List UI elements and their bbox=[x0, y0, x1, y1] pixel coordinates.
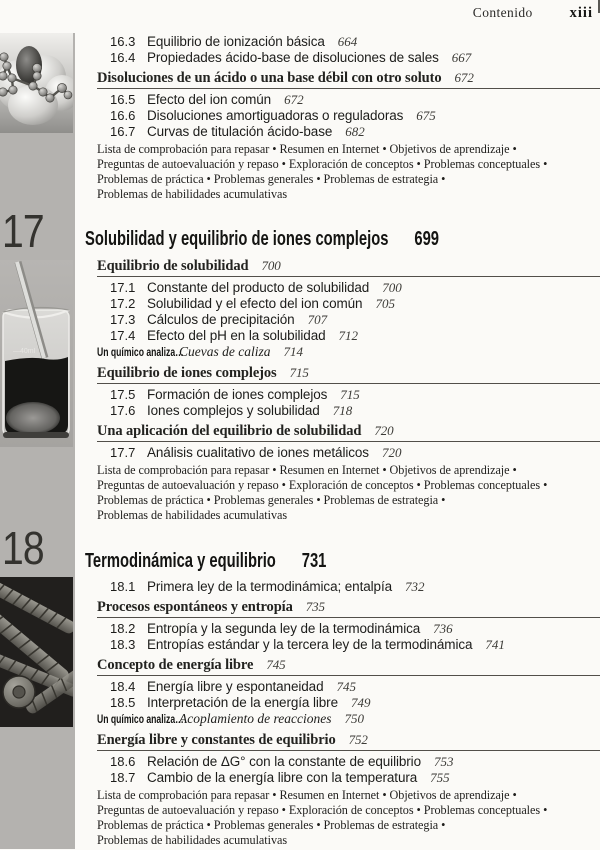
toc-item bbox=[99, 329, 600, 343]
section-heading bbox=[97, 732, 600, 751]
toc-item bbox=[99, 388, 600, 402]
toc-item bbox=[99, 297, 600, 311]
endmatter-line: Problemas de habilidades acumulativas bbox=[97, 833, 288, 847]
toc-item bbox=[99, 51, 600, 65]
toc-item-title: Efecto del ion común bbox=[147, 92, 272, 107]
toc-item-title: Entropía y la segunda ley de la termodinámica bbox=[147, 621, 421, 636]
section-heading bbox=[97, 423, 600, 442]
toc-item-page: 664 bbox=[337, 34, 358, 49]
toc-item bbox=[99, 680, 600, 694]
toc-item-number: 16.7 bbox=[110, 124, 136, 139]
toc-item-page: 705 bbox=[375, 296, 395, 311]
toc-item bbox=[99, 35, 600, 49]
toc-item-number: 17.5 bbox=[110, 387, 136, 402]
section-title: Una aplicación del equilibrio de solubilidad bbox=[97, 423, 362, 439]
toc-item bbox=[99, 696, 600, 710]
feature-title: Cuevas de caliza bbox=[179, 344, 271, 359]
toc-item-title: Efecto del pH en la solubilidad bbox=[147, 328, 326, 343]
endmatter-line: Lista de comprobación para repasar • Resumen en Internet • Objetivos de aprendizaje • bbox=[97, 463, 517, 477]
section-heading bbox=[97, 258, 600, 277]
section-title: Energía libre y constantes de equilibrio bbox=[97, 732, 336, 748]
chapter-number-17: 17 bbox=[2, 205, 44, 257]
section-page: 720 bbox=[374, 423, 394, 438]
toc-item-number: 18.6 bbox=[110, 754, 136, 769]
toc-item-number: 18.4 bbox=[110, 679, 136, 694]
chapter-heading-inner bbox=[85, 227, 456, 250]
section-title: Equilibrio de solubilidad bbox=[97, 258, 249, 274]
feature-label: Un químico analiza… bbox=[97, 347, 184, 359]
chapter-heading bbox=[85, 549, 600, 572]
toc-item bbox=[99, 446, 600, 460]
toc-item bbox=[99, 93, 600, 107]
feature-title: Acoplamiento de reacciones bbox=[179, 711, 332, 726]
toc-item-page: 749 bbox=[350, 695, 371, 710]
toc-item bbox=[99, 755, 600, 769]
toc-item-number: 16.4 bbox=[110, 50, 136, 65]
toc-item-number: 16.3 bbox=[110, 34, 136, 49]
toc-item-page: 675 bbox=[416, 108, 436, 123]
endmatter-line: Preguntas de autoevaluación y repaso • Exploración de conceptos • Problemas conceptuales • bbox=[97, 803, 548, 817]
chapter-sidebar bbox=[0, 33, 75, 849]
chapter-heading-inner bbox=[85, 549, 456, 572]
toc-item-page: 672 bbox=[284, 92, 304, 107]
toc-item bbox=[99, 109, 600, 123]
endmatter-line: Problemas de práctica • Problemas generales • Problemas de estrategia • bbox=[97, 818, 446, 832]
toc-item bbox=[99, 771, 600, 785]
toc-item-number: 17.7 bbox=[110, 445, 136, 460]
toc-item bbox=[99, 125, 600, 139]
chapter-group bbox=[85, 222, 600, 525]
chapter-group bbox=[85, 544, 600, 850]
section-heading bbox=[97, 70, 600, 89]
toc-item-title: Solubilidad y el efecto del ion común bbox=[147, 296, 363, 311]
section-heading bbox=[97, 599, 600, 618]
toc-item-number: 17.2 bbox=[110, 296, 136, 311]
molecular-model-photo bbox=[0, 33, 73, 133]
svg-text:—40ml: —40ml bbox=[13, 348, 36, 355]
section-title: Disoluciones de un ácido o una base débil con otro soluto bbox=[97, 70, 442, 86]
section-title: Concepto de energía libre bbox=[97, 657, 254, 673]
toc-item-page: 700 bbox=[382, 280, 402, 295]
toc-item-number: 18.5 bbox=[110, 695, 136, 710]
section-heading bbox=[97, 365, 600, 384]
toc-item-title: Cálculos de precipitación bbox=[147, 312, 295, 327]
chapter-endmatter bbox=[97, 463, 600, 523]
toc-item-number: 17.3 bbox=[110, 312, 136, 327]
section-title: Equilibrio de iones complejos bbox=[97, 365, 277, 381]
toc-item-title: Disoluciones amortiguadoras o reguladoras bbox=[147, 108, 404, 123]
toc-item bbox=[99, 580, 600, 594]
section-title: Procesos espontáneos y entropía bbox=[97, 599, 293, 615]
section-page: 745 bbox=[266, 657, 286, 672]
chapter-endmatter bbox=[97, 142, 600, 202]
chapter-endmatter bbox=[97, 788, 600, 848]
toc-item bbox=[99, 638, 600, 652]
toc-item bbox=[99, 404, 600, 418]
feature-page: 714 bbox=[283, 344, 303, 359]
section-page: 700 bbox=[261, 258, 281, 273]
endmatter-line: Preguntas de autoevaluación y repaso • Exploración de conceptos • Problemas conceptuales • bbox=[97, 478, 548, 492]
endmatter-line: Problemas de práctica • Problemas generales • Problemas de estrategia • bbox=[97, 493, 446, 507]
chapter-page-number: 699 bbox=[414, 227, 440, 250]
beaker-photo bbox=[0, 260, 73, 447]
toc-item-page: 755 bbox=[430, 770, 450, 785]
section-page: 752 bbox=[348, 732, 368, 747]
chapter-page-number: 731 bbox=[301, 549, 327, 572]
toc-item bbox=[99, 622, 600, 636]
toc-item-page: 741 bbox=[485, 637, 505, 652]
endmatter-line: Preguntas de autoevaluación y repaso • Exploración de conceptos • Problemas conceptuales • bbox=[97, 157, 548, 171]
feature-label-wrap bbox=[97, 345, 184, 360]
toc-item-page: 745 bbox=[336, 679, 356, 694]
toc-item-number: 18.2 bbox=[110, 621, 136, 636]
toc-item-title: Constante del producto de solubilidad bbox=[147, 280, 370, 295]
toc-item-number: 16.6 bbox=[110, 108, 136, 123]
chapter-group bbox=[99, 35, 600, 204]
page-number: xiii bbox=[569, 5, 593, 21]
endmatter-line: Problemas de práctica • Problemas generales • Problemas de estrategia • bbox=[97, 172, 446, 186]
toc-item-title: Curvas de titulación ácido-base bbox=[147, 124, 333, 139]
toc-item-page: 712 bbox=[338, 328, 359, 343]
toc-item-page: 736 bbox=[433, 621, 453, 636]
toc-item bbox=[99, 313, 600, 327]
rusted-screws-photo bbox=[0, 577, 73, 727]
feature-entry bbox=[97, 712, 600, 727]
feature-entry bbox=[97, 345, 600, 360]
feature-page: 750 bbox=[344, 711, 364, 726]
chapter-heading bbox=[85, 227, 600, 250]
toc-item-title: Entropías estándar y la tercera ley de la termodinámica bbox=[147, 637, 473, 652]
toc-item-title: Primera ley de la termodinámica; entalpía bbox=[147, 579, 393, 594]
toc-item-number: 16.5 bbox=[110, 92, 136, 107]
feature-label: Un químico analiza… bbox=[97, 714, 184, 726]
endmatter-line: Lista de comprobación para repasar • Resumen en Internet • Objetivos de aprendizaje • bbox=[97, 142, 517, 156]
section-heading bbox=[97, 657, 600, 676]
section-page: 672 bbox=[454, 70, 474, 85]
endmatter-line: Lista de comprobación para repasar • Resumen en Internet • Objetivos de aprendizaje • bbox=[97, 788, 517, 802]
section-page: 735 bbox=[305, 599, 325, 614]
toc-item-title: Iones complejos y solubilidad bbox=[147, 403, 320, 418]
toc-item-page: 682 bbox=[345, 124, 365, 139]
chapter-title: Solubilidad y equilibrio de iones complejos bbox=[85, 227, 389, 250]
running-head bbox=[473, 5, 593, 22]
toc-item-number: 17.1 bbox=[110, 280, 136, 295]
toc-item bbox=[99, 281, 600, 295]
toc-item-title: Relación de ΔG° con la constante de equilibrio bbox=[147, 754, 421, 769]
toc-item-title: Equilibrio de ionización básica bbox=[147, 34, 325, 49]
toc-item-page: 718 bbox=[332, 403, 353, 418]
chapter-number-18: 18 bbox=[2, 522, 44, 574]
endmatter-line: Problemas de habilidades acumulativas bbox=[97, 187, 288, 201]
toc-item-title: Propiedades ácido-base de disoluciones de sales bbox=[147, 50, 439, 65]
toc-item-page: 732 bbox=[405, 579, 425, 594]
toc-item-number: 18.3 bbox=[110, 637, 136, 652]
toc-item-number: 17.4 bbox=[110, 328, 136, 343]
toc-item-title: Formación de iones complejos bbox=[147, 387, 328, 402]
toc-item-number: 17.6 bbox=[110, 403, 136, 418]
chapter-title: Termodinámica y equilibrio bbox=[85, 549, 276, 572]
toc-item-page: 707 bbox=[307, 312, 328, 327]
toc-item-title: Interpretación de la energía libre bbox=[147, 695, 338, 710]
toc-item-page: 753 bbox=[433, 754, 454, 769]
feature-label-wrap bbox=[97, 712, 184, 727]
section-page: 715 bbox=[289, 365, 309, 380]
section-label: Contenido bbox=[472, 5, 533, 20]
toc-item-number: 18.1 bbox=[110, 579, 136, 594]
toc-item-page: 667 bbox=[451, 50, 472, 65]
toc-item-page: 715 bbox=[340, 387, 360, 402]
toc-item-title: Cambio de la energía libre con la temperatura bbox=[147, 770, 418, 785]
toc-item-page: 720 bbox=[381, 445, 402, 460]
toc-item-title: Análisis cualitativo de iones metálicos bbox=[147, 445, 369, 460]
endmatter-line: Problemas de habilidades acumulativas bbox=[97, 508, 288, 522]
toc-item-number: 18.7 bbox=[110, 770, 136, 785]
toc-item-title: Energía libre y espontaneidad bbox=[147, 679, 324, 694]
